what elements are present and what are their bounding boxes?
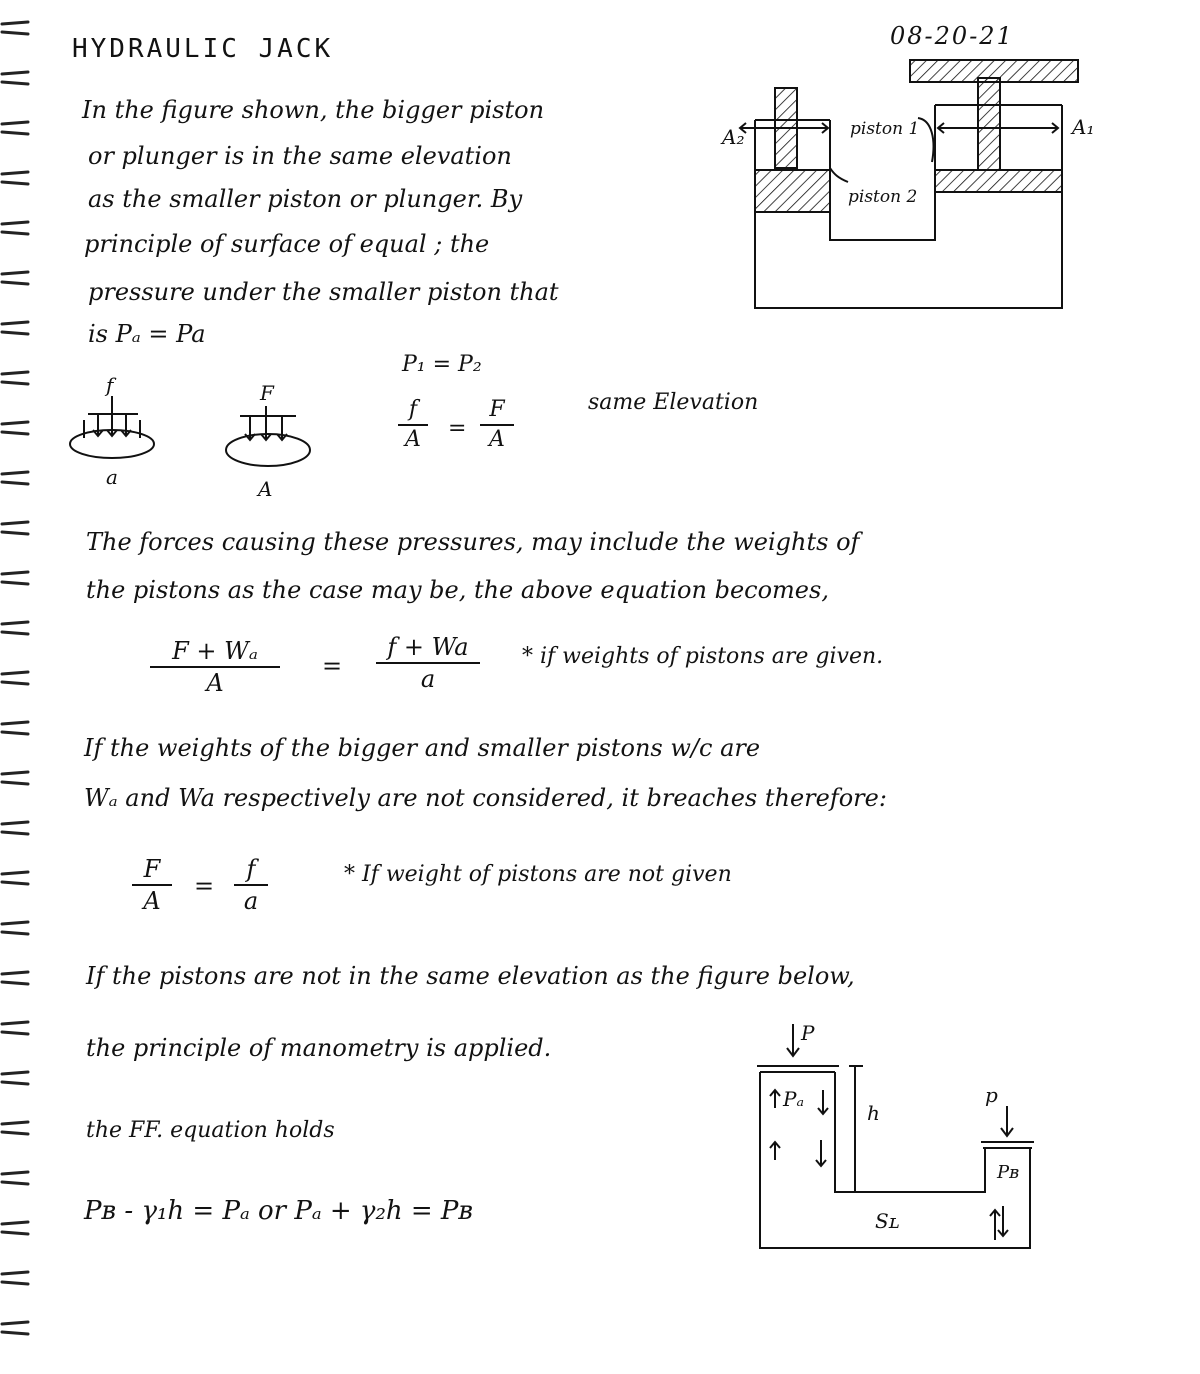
hydraulic-jack-figure xyxy=(710,50,1110,320)
equals-sign: = xyxy=(322,652,343,680)
weights-line: Wₐ and Wa respectively are not considered, it breaches therefore: xyxy=(84,784,887,812)
weights-not-given-note: * If weight of pistons are not given xyxy=(344,862,732,887)
intro-line: as the smaller piston or plunger. By xyxy=(88,185,523,213)
same-elevation-note: same Elevation xyxy=(588,390,759,415)
page-title: HYDRAULIC JACK xyxy=(72,34,334,64)
forces-line: the pistons as the case may be, the above equation becomes, xyxy=(86,576,829,604)
label-piston1: piston 1 xyxy=(850,119,920,139)
equals-sign: = xyxy=(448,416,467,441)
small-area-label: a xyxy=(106,465,118,489)
fraction-f-over-a: f A xyxy=(398,398,428,452)
label-a1: A₁ xyxy=(1072,115,1095,139)
small-force-label: f xyxy=(106,373,114,397)
elevation-line: the principle of manometry is applied. xyxy=(86,1034,552,1062)
intro-line: principle of surface of equal ; the xyxy=(84,230,490,258)
big-force-label: F xyxy=(260,381,274,405)
spiral-binding xyxy=(0,0,36,1374)
label-P: P xyxy=(801,1021,815,1045)
manometry-equation: Pʙ - γ₁h = Pₐ or Pₐ + γ₂h = Pʙ xyxy=(84,1196,474,1226)
weights-line: If the weights of the bigger and smaller pistons w/c are xyxy=(84,734,761,762)
pressure-equality: P₁ = P₂ xyxy=(402,352,482,377)
intro-line: pressure under the smaller piston that xyxy=(88,278,559,306)
equation-holds-text: the FF. equation holds xyxy=(86,1118,335,1143)
label-a2: A₂ xyxy=(722,125,745,149)
label-h: h xyxy=(867,1101,880,1125)
fraction-F-plus-WA: F + Wₐ A xyxy=(150,638,280,697)
intro-line: is Pₐ = Pa xyxy=(88,320,206,348)
label-p: p xyxy=(985,1083,998,1107)
elevation-line: If the pistons are not in the same elevation as the figure below, xyxy=(86,962,855,990)
label-PB: Pʙ xyxy=(997,1162,1020,1183)
fraction-f-plus-Wa: f + Wa a xyxy=(376,634,480,693)
forces-line: The forces causing these pressures, may include the weights of xyxy=(86,528,860,556)
weights-given-note: * if weights of pistons are given. xyxy=(522,644,884,669)
equals-sign: = xyxy=(194,872,215,900)
label-piston2: piston 2 xyxy=(848,187,918,207)
fraction-f-over-a-2: f a xyxy=(234,856,268,915)
intro-line: In the figure shown, the bigger piston xyxy=(82,96,545,124)
piston-force-sketch xyxy=(60,372,340,507)
fraction-F-over-A-2: F A xyxy=(132,856,172,915)
date-label: 08-20-21 xyxy=(890,22,1014,50)
intro-line: or plunger is in the same elevation xyxy=(88,142,512,170)
fraction-F-over-A: F A xyxy=(480,398,514,452)
big-area-label: A xyxy=(258,477,273,501)
label-PA: Pₐ xyxy=(783,1087,804,1111)
label-SL: Sʟ xyxy=(875,1209,900,1233)
manometry-figure xyxy=(745,1010,1055,1260)
